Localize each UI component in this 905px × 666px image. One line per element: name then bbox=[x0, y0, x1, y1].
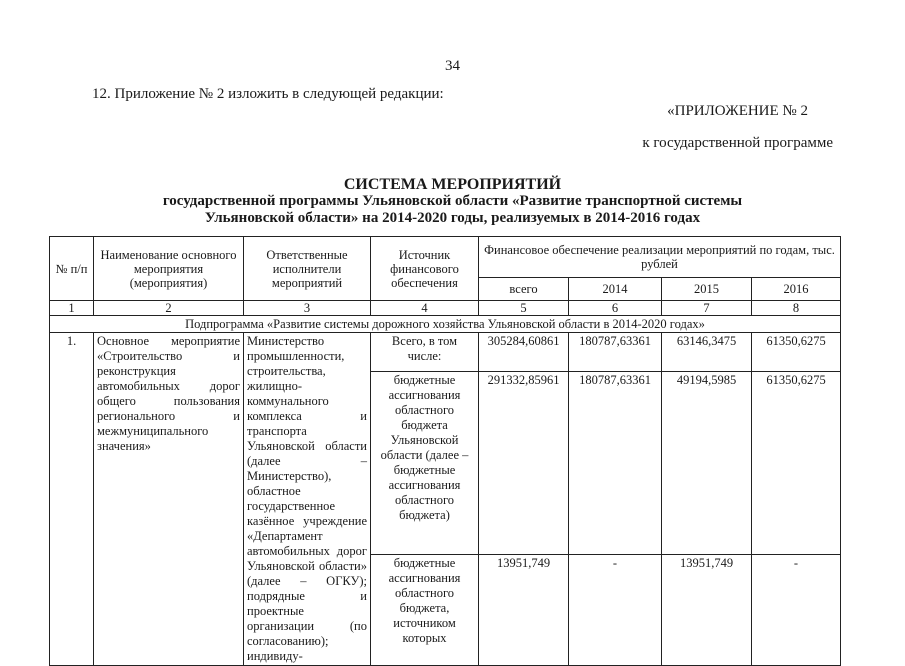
column-number: 6 bbox=[569, 301, 662, 316]
appendix-subtitle: к государственной программе bbox=[642, 135, 833, 151]
amount-2014: 180787,63361 bbox=[569, 333, 662, 372]
responsible-executors: Министерство промышленности, строительства, жилищно-коммунального комплекса и транспорта Ульяновской области (далее – Министерство), областное государственное казённое учреждение «Департамент автомобильных дорог Ульяновской области» (далее – ОГКУ); подрядные и проектные организации (по согласованию); индивиду- bbox=[244, 333, 371, 666]
column-numbers-row bbox=[50, 301, 841, 316]
source-label: бюджетные ассигнования областного бюджета Ульяновской области (далее – бюджетные ассигнования областного бюджета) bbox=[371, 372, 479, 555]
subprogram-row bbox=[50, 316, 841, 333]
header-2014: 2014 bbox=[569, 278, 662, 301]
header-num: № п/п bbox=[50, 237, 94, 301]
intro-text: 12. Приложение № 2 изложить в следующей редакции: bbox=[92, 86, 444, 102]
column-number: 5 bbox=[479, 301, 569, 316]
appendix-title: «ПРИЛОЖЕНИЕ № 2 bbox=[667, 103, 808, 119]
amount-2015: 49194,5985 bbox=[662, 372, 752, 555]
column-number: 7 bbox=[662, 301, 752, 316]
table-row bbox=[50, 333, 841, 372]
subprogram-title: Подпрограмма «Развитие системы дорожного хозяйства Ульяновской области в 2014-2020 годах» bbox=[50, 316, 841, 333]
source-label: бюджетные ассигнования областного бюджета, источником которых bbox=[371, 554, 479, 665]
measures-table bbox=[49, 236, 841, 666]
column-number: 1 bbox=[50, 301, 94, 316]
document-subtitle-line-2: Ульяновской области» на 2014-2020 годы, реализуемых в 2014-2016 годах bbox=[204, 210, 701, 226]
amount-2014: - bbox=[569, 554, 662, 665]
header-total: всего bbox=[479, 278, 569, 301]
column-number: 4 bbox=[371, 301, 479, 316]
amount-2016: 61350,6275 bbox=[752, 372, 841, 555]
header-name: Наименование основного мероприятия (мероприятия) bbox=[94, 237, 244, 301]
amount-2016: 61350,6275 bbox=[752, 333, 841, 372]
document-subtitle-line-1: государственной программы Ульяновской области «Развитие транспортной системы bbox=[162, 193, 743, 209]
header-source: Источник финансового обеспечения bbox=[371, 237, 479, 301]
header-row-1 bbox=[50, 237, 841, 278]
header-finance: Финансовое обеспечение реализации мероприятий по годам, тыс. рублей bbox=[479, 237, 841, 278]
amount-2014: 180787,63361 bbox=[569, 372, 662, 555]
row-number: 1. bbox=[50, 333, 94, 666]
column-number: 2 bbox=[94, 301, 244, 316]
header-2015: 2015 bbox=[662, 278, 752, 301]
page-number: 34 bbox=[445, 58, 460, 74]
amount-2015: 63146,3475 bbox=[662, 333, 752, 372]
column-number: 8 bbox=[752, 301, 841, 316]
amount-2016: - bbox=[752, 554, 841, 665]
document-subtitle bbox=[0, 193, 905, 227]
column-number: 3 bbox=[244, 301, 371, 316]
amount-2015: 13951,749 bbox=[662, 554, 752, 665]
header-2016: 2016 bbox=[752, 278, 841, 301]
amount-total: 291332,85961 bbox=[479, 372, 569, 555]
source-label: Всего, в том числе: bbox=[371, 333, 479, 372]
measure-name: Основное мероприятие «Строительство и реконструкция автомобильных дорог общего пользования регионального и межмуниципального значения» bbox=[94, 333, 244, 666]
amount-total: 13951,749 bbox=[479, 554, 569, 665]
amount-total: 305284,60861 bbox=[479, 333, 569, 372]
document-title: СИСТЕМА МЕРОПРИЯТИЙ bbox=[343, 176, 562, 193]
header-responsible: Ответственные исполнители мероприятий bbox=[244, 237, 371, 301]
